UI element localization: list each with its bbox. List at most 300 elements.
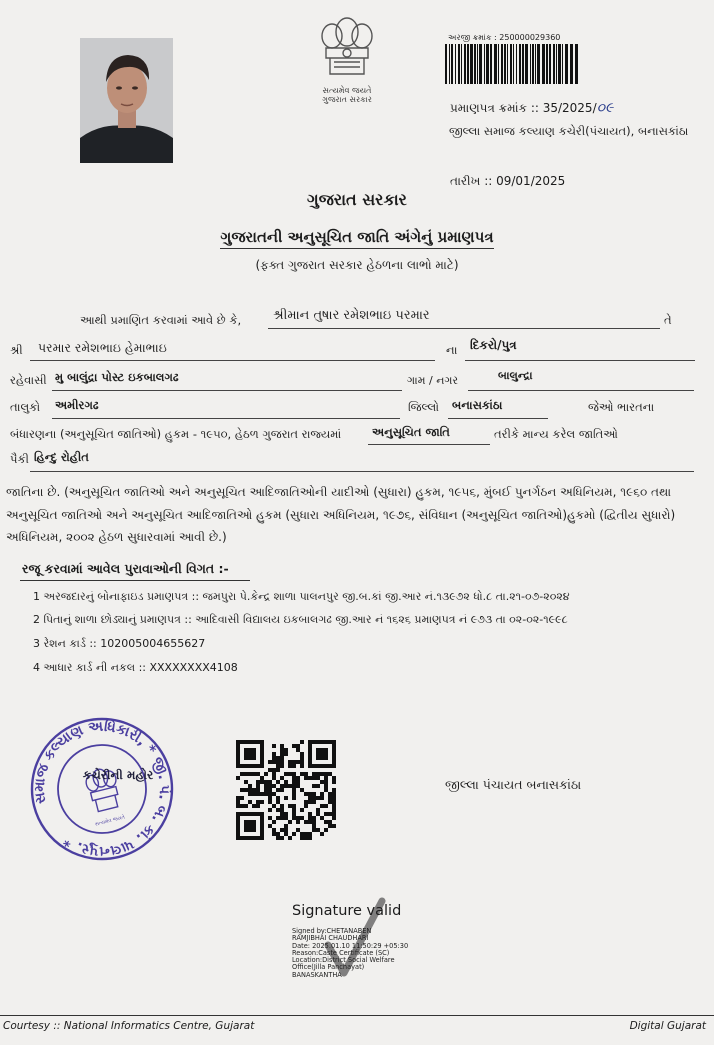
qr-module bbox=[284, 772, 288, 776]
qr-module bbox=[316, 784, 320, 788]
qr-module bbox=[284, 780, 288, 784]
qr-module bbox=[300, 760, 304, 764]
qr-module bbox=[276, 808, 280, 812]
qr-module bbox=[320, 780, 324, 784]
qr-module bbox=[284, 796, 288, 800]
qr-module bbox=[316, 828, 320, 832]
qr-module bbox=[300, 836, 304, 840]
barcode-bar bbox=[553, 44, 555, 84]
qr-module bbox=[284, 784, 288, 788]
qr-module bbox=[292, 776, 296, 780]
qr-module bbox=[256, 784, 260, 788]
qr-module bbox=[236, 796, 240, 800]
signature-line: Date: 2025.01.10 11:50:29 +05:30 bbox=[292, 941, 409, 950]
qr-module bbox=[284, 812, 288, 816]
qr-module bbox=[284, 828, 288, 832]
taluka-label: તાલુકો bbox=[10, 400, 41, 414]
certificate-subtitle: (ફક્ત ગુજરાત સરકાર હેઠળના લાભો માટે) bbox=[255, 258, 459, 272]
barcode-bar bbox=[449, 44, 450, 84]
barcode-bar bbox=[490, 44, 492, 84]
seal-motto: સત્યમેવ જયતે bbox=[94, 814, 126, 828]
qr-module bbox=[304, 772, 308, 776]
qr-module bbox=[268, 816, 272, 820]
certificate-number-value: 35/2025/ bbox=[542, 101, 597, 115]
qr-module bbox=[280, 784, 284, 788]
qr-module bbox=[280, 744, 284, 748]
qr-module bbox=[272, 756, 276, 760]
qr-module bbox=[240, 796, 244, 800]
qr-module bbox=[300, 788, 304, 792]
issuing-office: જીલ્લા સમાજ કલ્યાણ કચેરી(પંચાયત), બનાસકાંઠા bbox=[449, 124, 689, 138]
qr-module bbox=[296, 784, 300, 788]
na-label: ના bbox=[446, 343, 458, 357]
qr-module bbox=[312, 776, 316, 780]
qr-module bbox=[288, 820, 292, 824]
qr-module bbox=[264, 784, 268, 788]
qr-module bbox=[332, 812, 336, 816]
qr-module bbox=[276, 760, 280, 764]
qr-module bbox=[280, 748, 284, 752]
recognized-text: તરીકે માન્ય કરેલ જાતિઓ bbox=[494, 427, 618, 441]
qr-module bbox=[244, 748, 256, 760]
qr-module bbox=[276, 816, 280, 820]
qr-module bbox=[332, 792, 336, 796]
qr-module bbox=[280, 788, 284, 792]
qr-module bbox=[312, 772, 316, 776]
qr-module bbox=[324, 776, 328, 780]
village: બાલુન્દ્રા bbox=[498, 369, 533, 382]
certificate-number-handwritten: ૦૯ bbox=[596, 100, 614, 116]
qr-module bbox=[292, 804, 296, 808]
qr-module bbox=[296, 776, 300, 780]
qr-module bbox=[268, 784, 272, 788]
qr-code-icon bbox=[236, 740, 336, 840]
qr-module bbox=[268, 760, 272, 764]
resident-label: રહેવાસી bbox=[10, 373, 47, 387]
qr-module bbox=[324, 772, 328, 776]
signature-details bbox=[292, 928, 408, 979]
qr-module bbox=[316, 796, 320, 800]
qr-module bbox=[276, 768, 280, 772]
qr-module bbox=[236, 800, 240, 804]
qr-module bbox=[300, 740, 304, 744]
qr-module bbox=[296, 816, 300, 820]
application-number: અરજી ક્રમાંક : 250000029360 bbox=[448, 33, 561, 42]
qr-module bbox=[260, 780, 264, 784]
qr-module bbox=[304, 792, 308, 796]
resident-address: મુ બાલુંદ્રા પોસ્ટ ઇકબાલગઢ bbox=[55, 370, 179, 384]
qr-module bbox=[300, 752, 304, 756]
qr-module bbox=[308, 800, 312, 804]
qr-module bbox=[244, 788, 248, 792]
qr-module bbox=[272, 760, 276, 764]
qr-module bbox=[280, 816, 284, 820]
barcode-bar bbox=[484, 44, 485, 84]
qr-module bbox=[248, 772, 252, 776]
qr-module bbox=[276, 780, 280, 784]
qr-module bbox=[300, 816, 304, 820]
qr-module bbox=[276, 796, 280, 800]
barcode-bar bbox=[467, 44, 469, 84]
qr-module bbox=[312, 796, 316, 800]
qr-module bbox=[304, 820, 308, 824]
paragraph-line: અધિનિયમ, ૨૦૦૨ હેઠળ સુધારવામાં આવી છે.) bbox=[6, 530, 227, 544]
qr-module bbox=[288, 764, 292, 768]
qr-module bbox=[276, 836, 280, 840]
qr-module bbox=[308, 796, 312, 800]
barcode-bar bbox=[549, 44, 551, 84]
qr-module bbox=[292, 796, 296, 800]
certificate-title-text: ગુજરાતની અનુસૂચિત જાતિ અંગેનું પ્રમાણપત્ર bbox=[220, 228, 493, 249]
qr-module bbox=[332, 776, 336, 780]
government-heading: ગુજરાત સરકાર bbox=[307, 190, 407, 209]
qr-module bbox=[272, 784, 276, 788]
qr-module bbox=[304, 800, 308, 804]
qr-module bbox=[236, 776, 240, 780]
qr-module bbox=[256, 772, 260, 776]
footer-divider bbox=[0, 1015, 714, 1016]
qr-module bbox=[288, 772, 292, 776]
qr-module bbox=[248, 784, 252, 788]
qr-module bbox=[284, 824, 288, 828]
qr-module bbox=[280, 776, 284, 780]
district-label: જિલ્લો bbox=[408, 400, 440, 414]
panchayat-name: જીલ્લા પંચાયત બનાસકાંઠા bbox=[445, 777, 582, 792]
qr-module bbox=[292, 784, 296, 788]
qr-module bbox=[316, 772, 320, 776]
qr-module bbox=[240, 788, 244, 792]
barcode-bar bbox=[565, 44, 568, 84]
qr-module bbox=[288, 760, 292, 764]
district: બનાસકાંઠા bbox=[452, 398, 503, 412]
barcode-bar bbox=[470, 44, 473, 84]
qr-module bbox=[332, 800, 336, 804]
qr-module bbox=[248, 800, 252, 804]
qr-module bbox=[308, 776, 312, 780]
qr-module bbox=[292, 788, 296, 792]
qr-module bbox=[280, 828, 284, 832]
qr-module bbox=[280, 756, 284, 760]
barcode-bar bbox=[537, 44, 540, 84]
qr-module bbox=[304, 776, 308, 780]
caste-name: હિન્દુ રોહીત bbox=[34, 450, 89, 464]
qr-module bbox=[308, 832, 312, 836]
qr-module bbox=[236, 804, 240, 808]
barcode-bar bbox=[455, 44, 456, 84]
document-item: 4 આધાર કાર્ડ ની નકલ :: XXXXXXXX4108 bbox=[33, 661, 238, 674]
qr-module bbox=[272, 792, 276, 796]
qr-module bbox=[280, 804, 284, 808]
qr-module bbox=[332, 808, 336, 812]
india-text: જેઓ ભારતના bbox=[588, 400, 655, 414]
qr-module bbox=[308, 792, 312, 796]
qr-module bbox=[296, 820, 300, 824]
barcode-bar bbox=[507, 44, 508, 84]
qr-module bbox=[328, 820, 332, 824]
constitution-text: બંધારણના (અનુસૂચિત જાતિઓ) હુકમ - ૧૯૫૦, હેઠળ ગુજરાત રાજ્યમાં bbox=[10, 427, 342, 441]
legal-paragraph bbox=[6, 481, 708, 549]
qr-module bbox=[292, 812, 296, 816]
qr-module bbox=[256, 800, 260, 804]
qr-module bbox=[328, 812, 332, 816]
qr-module bbox=[276, 832, 280, 836]
office-seal bbox=[28, 715, 176, 863]
qr-module bbox=[252, 772, 256, 776]
barcode-bar bbox=[558, 44, 561, 84]
barcode-icon bbox=[445, 44, 579, 84]
qr-module bbox=[332, 816, 336, 820]
caste-category: અનુસૂચિત જાતિ bbox=[372, 425, 450, 439]
barcode-bar bbox=[451, 44, 453, 84]
footer-brand: Digital Gujarat bbox=[629, 1020, 706, 1032]
ashoka-emblem-icon bbox=[312, 12, 382, 82]
barcode-bar bbox=[510, 44, 512, 84]
te-label: તે bbox=[664, 313, 672, 327]
qr-module bbox=[324, 784, 328, 788]
qr-module bbox=[244, 804, 248, 808]
qr-module bbox=[324, 828, 328, 832]
caste-label: પૈકી bbox=[10, 452, 29, 466]
qr-module bbox=[320, 832, 324, 836]
barcode-bar bbox=[474, 44, 476, 84]
qr-module bbox=[268, 788, 272, 792]
qr-module bbox=[276, 800, 280, 804]
qr-module bbox=[260, 776, 264, 780]
signature-status: Signature valid bbox=[292, 903, 402, 919]
document-item: 3 રેશન કાર્ડ :: 102005004655627 bbox=[33, 637, 206, 650]
qr-module bbox=[272, 752, 276, 756]
qr-module bbox=[288, 804, 292, 808]
barcode-bar bbox=[522, 44, 524, 84]
qr-module bbox=[256, 780, 260, 784]
document-item: 1 અરજદારનું બોનાફાઇડ પ્રમાણપત્ર :: જમપુરા પે.કેન્દ્ર શાળા પાલનપુર જી.બ.કાં જી.આર નં.૧૩૯૭૨ ધો.૮ તા.૨૧-૦૭-૨૦૨૪ bbox=[33, 590, 570, 603]
village-label: ગામ / નગર bbox=[407, 374, 459, 387]
qr-module bbox=[332, 788, 336, 792]
qr-module bbox=[292, 832, 296, 836]
barcode-bar bbox=[479, 44, 482, 84]
qr-module bbox=[296, 780, 300, 784]
qr-module bbox=[284, 748, 288, 752]
qr-module bbox=[300, 772, 304, 776]
paragraph-line: અનુસૂચિત જાતિઓ અને અનુસૂચિત આદિજાતિઓ હુકમ (સુધારા અધિનિયમ, ૧૯૭૬, સંવિધાન (અનુસૂચિત જાતિઓ)હુકમો (દ્વિતીય સુધારો) bbox=[6, 507, 676, 522]
barcode-bar bbox=[519, 44, 521, 84]
qr-module bbox=[264, 788, 268, 792]
qr-module bbox=[276, 764, 280, 768]
qr-module bbox=[272, 828, 276, 832]
barcode-bar bbox=[570, 44, 573, 84]
qr-module bbox=[284, 832, 288, 836]
qr-module bbox=[324, 780, 328, 784]
qr-module bbox=[268, 792, 272, 796]
taluka: અમીરગઢ bbox=[55, 398, 99, 412]
qr-module bbox=[312, 800, 316, 804]
qr-module bbox=[316, 776, 320, 780]
qr-module bbox=[324, 788, 328, 792]
barcode-bar bbox=[562, 44, 563, 84]
qr-module bbox=[324, 812, 328, 816]
barcode-bar bbox=[445, 44, 447, 84]
qr-module bbox=[252, 792, 256, 796]
barcode-bar bbox=[504, 44, 506, 84]
qr-module bbox=[312, 784, 316, 788]
qr-module bbox=[332, 780, 336, 784]
qr-module bbox=[256, 788, 260, 792]
documents-heading: રજૂ કરવામાં આવેલ પુરાવાઓની વિગત :- bbox=[22, 561, 229, 576]
signature-line: Signed by:CHETANABEN bbox=[292, 927, 372, 935]
qr-module bbox=[240, 772, 244, 776]
barcode-bar bbox=[516, 44, 517, 84]
qr-module bbox=[288, 836, 292, 840]
shri-label: શ્રી bbox=[10, 343, 23, 357]
qr-module bbox=[296, 748, 300, 752]
qr-module bbox=[292, 764, 296, 768]
qr-module bbox=[268, 800, 272, 804]
qr-module bbox=[268, 796, 272, 800]
qr-module bbox=[240, 804, 244, 808]
barcode-bar bbox=[486, 44, 489, 84]
qr-module bbox=[328, 796, 332, 800]
qr-module bbox=[320, 804, 324, 808]
qr-module bbox=[256, 792, 260, 796]
barcode-bar bbox=[494, 44, 497, 84]
applicant-name: શ્રીમાન તુષાર રમેશભાઇ પરમાર bbox=[273, 308, 430, 323]
qr-module bbox=[332, 796, 336, 800]
qr-module bbox=[296, 828, 300, 832]
qr-module bbox=[268, 768, 272, 772]
qr-module bbox=[276, 788, 280, 792]
qr-module bbox=[252, 788, 256, 792]
barcode-bar bbox=[546, 44, 548, 84]
certify-label: આથી પ્રમાણિત કરવામાં આવે છે કે, bbox=[80, 313, 242, 327]
qr-module bbox=[272, 744, 276, 748]
barcode-bar bbox=[530, 44, 531, 84]
qr-module bbox=[260, 800, 264, 804]
signature-line: RAMJIBHAI CHAUDHARI bbox=[292, 934, 369, 943]
qr-module bbox=[320, 796, 324, 800]
documents-heading-underline bbox=[20, 580, 250, 581]
qr-module bbox=[272, 820, 276, 824]
qr-module bbox=[280, 836, 284, 840]
qr-module bbox=[264, 780, 268, 784]
qr-module bbox=[316, 812, 320, 816]
barcode-bar bbox=[535, 44, 536, 84]
qr-module bbox=[272, 772, 276, 776]
ashoka-emblem bbox=[308, 12, 386, 107]
qr-module bbox=[280, 760, 284, 764]
qr-module bbox=[288, 784, 292, 788]
qr-module bbox=[292, 808, 296, 812]
qr-module bbox=[280, 808, 284, 812]
qr-module bbox=[320, 816, 324, 820]
qr-module bbox=[328, 824, 332, 828]
qr-module bbox=[320, 772, 324, 776]
qr-module bbox=[328, 772, 332, 776]
certificate-number-label: પ્રમાણપત્ર ક્રમાંક :: bbox=[450, 101, 543, 115]
paragraph-line: જાતિના છે. (અનુસૂચિત જાતિઓ અને અનુસૂચિત આદિજાતિઓની યાદીઓ (સુધારા) હુકમ, ૧૯૫૬, મુંબઈ પુનર્ગઠન અધિનિયમ, ૧૯૬૦ તથા bbox=[6, 485, 672, 499]
barcode-bar bbox=[525, 44, 528, 84]
qr-module bbox=[316, 748, 328, 760]
qr-module bbox=[304, 832, 308, 836]
qr-module bbox=[304, 804, 308, 808]
barcode-bar bbox=[458, 44, 460, 84]
qr-module bbox=[296, 760, 300, 764]
qr-module bbox=[332, 804, 336, 808]
qr-module bbox=[272, 776, 276, 780]
qr-module bbox=[264, 772, 268, 776]
qr-module bbox=[308, 820, 312, 824]
barcode-bar bbox=[498, 44, 499, 84]
footer-courtesy: Courtesy :: National Informatics Centre, Gujarat bbox=[3, 1020, 255, 1032]
qr-module bbox=[272, 768, 276, 772]
qr-module bbox=[312, 820, 316, 824]
qr-module bbox=[328, 800, 332, 804]
qr-module bbox=[300, 832, 304, 836]
qr-module bbox=[320, 792, 324, 796]
relation: દિકરો/પુત્ર bbox=[470, 338, 517, 352]
qr-module bbox=[276, 756, 280, 760]
qr-module bbox=[244, 772, 248, 776]
qr-module bbox=[296, 744, 300, 748]
qr-module bbox=[280, 752, 284, 756]
certificate-number bbox=[450, 100, 613, 116]
seal-center-text: કચેરીની મહોર bbox=[82, 768, 154, 782]
qr-module bbox=[304, 836, 308, 840]
qr-module bbox=[268, 780, 272, 784]
qr-module bbox=[292, 760, 296, 764]
qr-module bbox=[308, 816, 312, 820]
qr-module bbox=[324, 804, 328, 808]
qr-module bbox=[248, 792, 252, 796]
svg-text:સમાજ કલ્યાણ અધિકારી, * જી. પં. bbox=[28, 715, 176, 863]
barcode-bar bbox=[464, 44, 466, 84]
qr-module bbox=[300, 764, 304, 768]
qr-module bbox=[244, 820, 256, 832]
issue-date: તારીખ :: 09/01/2025 bbox=[450, 174, 566, 188]
qr-module bbox=[272, 804, 276, 808]
qr-module bbox=[268, 808, 272, 812]
qr-module bbox=[324, 820, 328, 824]
signature-line: Location:District Social Welfare bbox=[292, 956, 395, 965]
qr-module bbox=[260, 792, 264, 796]
barcode-bar bbox=[532, 44, 534, 84]
qr-module bbox=[268, 824, 272, 828]
emblem-caption: ગુજરાત સરકાર bbox=[322, 95, 372, 104]
qr-module bbox=[332, 824, 336, 828]
qr-module bbox=[292, 816, 296, 820]
document-item: 2 પિતાનું શાળા છોડ્યાનું પ્રમાણપત્ર :: આદિવાસી વિદ્યાલય ઇકબાલગઢ જી.આર નં ૧૬૨૬ પ્રમાણપત્ર નં ૯૭૩ તા ૦૨-૦૨-૧૯૯૮ bbox=[33, 613, 568, 626]
qr-module bbox=[292, 772, 296, 776]
seal-ring-text: સમાજ કલ્યાણ અધિકારી, * જી. પં. બ. કાં. પાલનપુર. * bbox=[31, 718, 173, 860]
signature-line: BANASKANTHA bbox=[292, 970, 342, 979]
qr-module bbox=[312, 824, 316, 828]
qr-module bbox=[308, 812, 312, 816]
qr-module bbox=[248, 788, 252, 792]
applicant-photo bbox=[80, 38, 173, 163]
qr-module bbox=[316, 808, 320, 812]
barcode-bar bbox=[556, 44, 557, 84]
emblem-motto: સત્યમેવ જયતે bbox=[322, 86, 372, 95]
father-name: પરમાર રમેશભાઇ હેમાભાઇ bbox=[38, 340, 167, 355]
qr-module bbox=[272, 832, 276, 836]
barcode-bar bbox=[501, 44, 503, 84]
qr-module bbox=[308, 836, 312, 840]
qr-module bbox=[300, 756, 304, 760]
signature-line: Reason:Caste Certificate (SC) bbox=[292, 948, 390, 957]
qr-module bbox=[312, 816, 316, 820]
qr-module bbox=[244, 780, 248, 784]
barcode-bar bbox=[461, 44, 462, 84]
qr-module bbox=[300, 808, 304, 812]
